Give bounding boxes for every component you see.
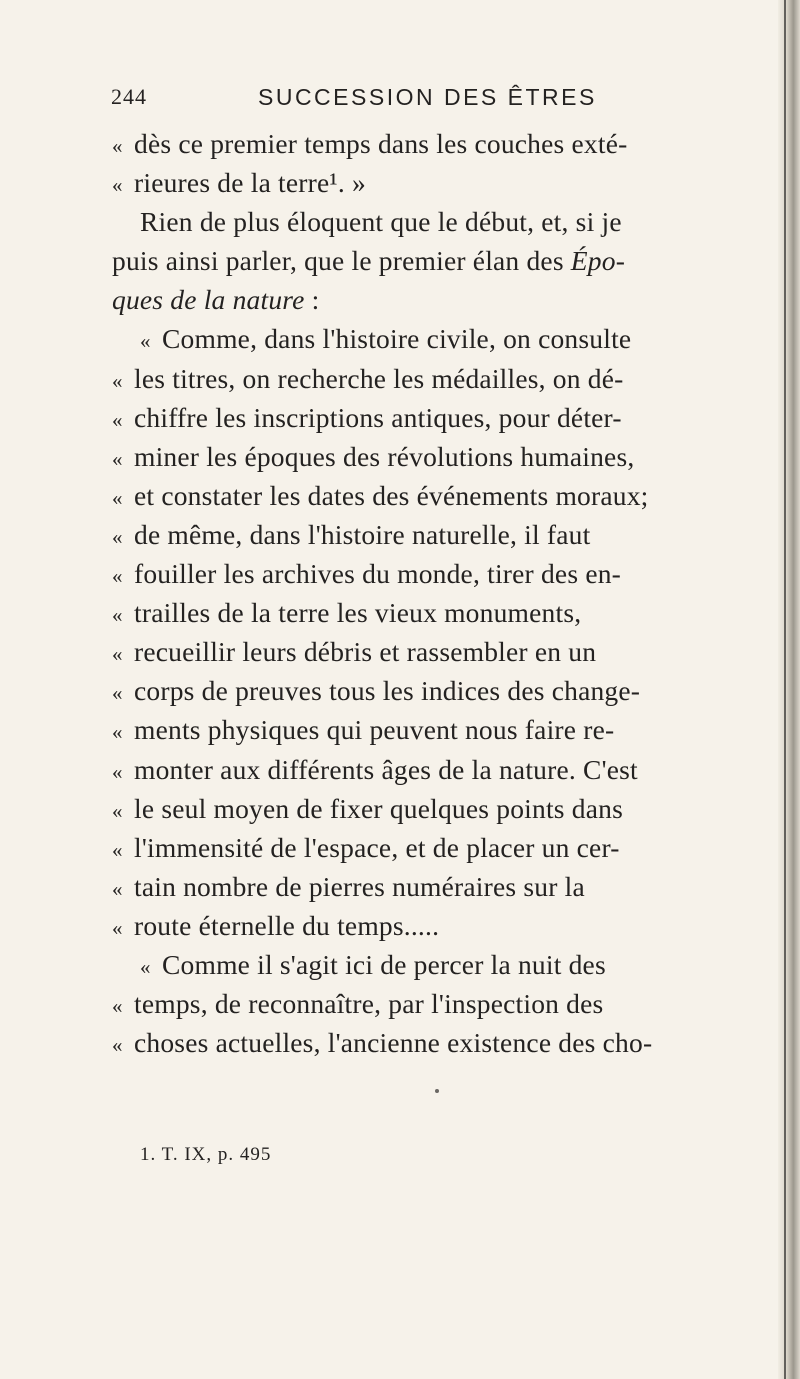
line-text: et constater les dates des événements moraux;: [134, 479, 649, 511]
text-line: [112, 515, 742, 554]
text-line: [112, 867, 742, 906]
text-line: [112, 671, 742, 710]
text-line: [112, 828, 742, 867]
quote-mark: «: [112, 720, 123, 745]
text-line: [112, 202, 742, 241]
text-line: [112, 632, 742, 671]
quote-mark: «: [112, 1033, 123, 1058]
quote-mark: «: [112, 407, 123, 432]
line-text: monter aux différents âges de la nature. C'est: [134, 753, 638, 785]
line-text: Rien de plus éloquent que le début, et, si je: [140, 206, 622, 238]
text-line: [112, 593, 742, 632]
ink-speck: [435, 1089, 439, 1093]
line-text: recueillir leurs débris et rassembler en un: [134, 636, 597, 668]
line-text: route éternelle du temps.....: [134, 909, 440, 941]
line-text: :: [304, 284, 320, 316]
line-text: fouiller les archives du monde, tirer des en-: [134, 558, 622, 590]
line-text: les titres, on recherche les médailles, on dé-: [134, 362, 624, 394]
quote-mark: «: [112, 681, 123, 706]
text-line: [112, 124, 742, 163]
line-text: temps, de reconnaître, par l'inspection des: [134, 988, 604, 1020]
line-text: Comme il s'agit ici de percer la nuit des: [162, 948, 606, 980]
quote-mark: «: [112, 994, 123, 1019]
body-text: [112, 124, 742, 1062]
line-text: puis ainsi parler, que le premier élan des: [112, 245, 571, 277]
text-line: [112, 163, 742, 202]
quote-mark: «: [112, 524, 123, 549]
line-text: Comme, dans l'histoire civile, on consulte: [162, 323, 632, 355]
line-text: trailles de la terre les vieux monuments,: [134, 597, 582, 629]
text-line: [112, 398, 742, 437]
text-line: [112, 906, 742, 945]
text-line: [112, 476, 742, 515]
quote-mark: «: [112, 759, 123, 784]
text-line: [112, 241, 742, 280]
page-header: [111, 84, 631, 124]
line-text: de même, dans l'histoire naturelle, il faut: [134, 518, 591, 550]
quote-mark: «: [112, 134, 123, 158]
page-number: 244: [111, 84, 147, 109]
quote-mark: «: [112, 446, 123, 471]
text-line: [112, 319, 742, 358]
quote-mark: «: [112, 173, 123, 198]
text-line: [112, 984, 742, 1023]
line-text: tain nombre de pierres numéraires sur la: [134, 870, 585, 902]
text-line: [112, 710, 742, 749]
quote-mark: «: [112, 837, 123, 862]
text-line: [112, 280, 742, 319]
line-text: chiffre les inscriptions antiques, pour déter-: [134, 401, 622, 433]
line-text: corps de preuves tous les indices des change-: [134, 675, 641, 707]
line-text: rieures de la terre¹. »: [134, 167, 366, 199]
line-text: l'immensité de l'espace, et de placer un cer-: [134, 831, 620, 863]
text-line: [112, 945, 742, 984]
running-title: SUCCESSION DES ÊTRES: [258, 84, 597, 110]
line-text: ments physiques qui peuvent nous faire re-: [134, 714, 615, 746]
quote-mark: «: [112, 915, 123, 940]
quote-mark: «: [112, 642, 123, 667]
italic-title-end: ques de la nature: [112, 284, 305, 316]
text-line: [112, 1023, 742, 1062]
page-edge-shadow: [778, 0, 800, 1379]
quote-mark: «: [112, 368, 123, 393]
quote-mark: «: [140, 329, 151, 354]
binding-line: [784, 0, 786, 1379]
text-line: [112, 554, 742, 593]
italic-title-start: Épo-: [570, 245, 626, 277]
quote-mark: «: [112, 798, 123, 823]
text-line: [112, 750, 742, 789]
quote-mark: «: [112, 485, 123, 510]
line-text: choses actuelles, l'ancienne existence des cho-: [134, 1027, 653, 1059]
line-text: dès ce premier temps dans les couches exté-: [134, 128, 628, 159]
quote-mark: «: [112, 564, 123, 589]
text-line: [112, 359, 742, 398]
text-line: [112, 789, 742, 828]
footnote: 1. T. IX, p. 495: [140, 1144, 272, 1165]
line-text: miner les époques des révolutions humaines,: [134, 440, 635, 472]
quote-mark: «: [112, 603, 123, 628]
quote-mark: «: [140, 954, 151, 979]
quote-mark: «: [112, 876, 123, 901]
text-line: [112, 437, 742, 476]
line-text: le seul moyen de fixer quelques points dans: [134, 792, 623, 824]
